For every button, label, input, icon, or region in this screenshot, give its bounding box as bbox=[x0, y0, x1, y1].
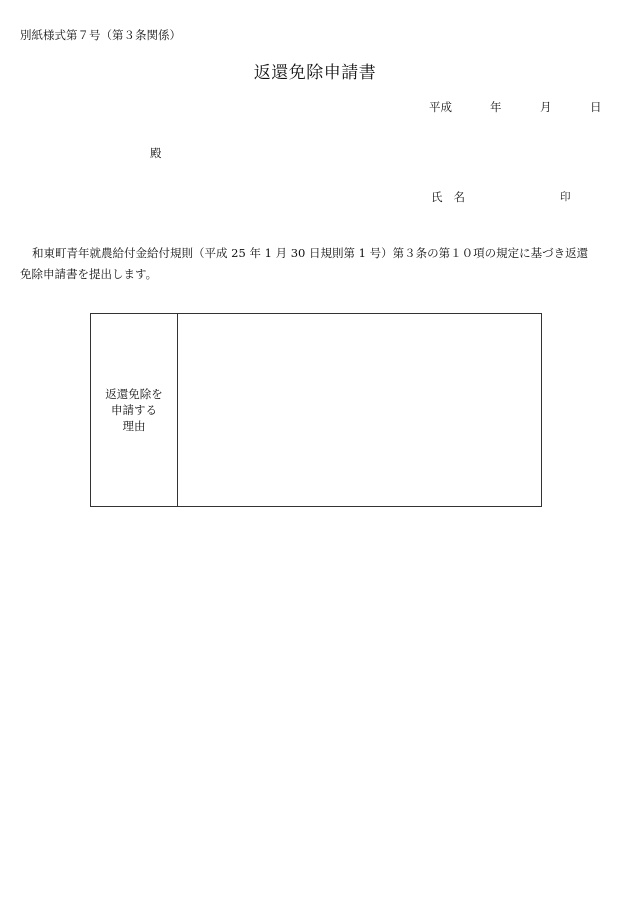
date-year-label: 年 bbox=[490, 100, 502, 114]
date-era: 平成 bbox=[429, 100, 452, 114]
reason-label-cell bbox=[91, 314, 178, 506]
name-label: 氏名 bbox=[431, 190, 476, 204]
reason-label-line-2: 申請する bbox=[111, 403, 157, 417]
form-number: 別紙様式第７号（第３条関係） bbox=[20, 28, 181, 42]
date-month-label: 月 bbox=[540, 100, 552, 114]
date-day-label: 日 bbox=[590, 100, 602, 114]
body-paragraph bbox=[20, 243, 610, 285]
addressee-honorific: 殿 bbox=[150, 146, 162, 160]
reason-input-cell[interactable] bbox=[178, 314, 541, 506]
reason-label-line-3: 理由 bbox=[122, 419, 146, 433]
body-line-1: 和東町青年就農給付金給付規則（平成 25 年 1 月 30 日規則第 1 号）第３条の第１０項の規定に基づき返還 bbox=[32, 246, 589, 260]
reason-label-line-1: 返還免除を bbox=[105, 387, 163, 401]
body-line-2: 免除申請書を提出します。 bbox=[20, 267, 158, 281]
seal-mark: 印 bbox=[560, 191, 571, 203]
document-title: 返還免除申請書 bbox=[253, 63, 377, 83]
reason-table bbox=[90, 313, 542, 507]
